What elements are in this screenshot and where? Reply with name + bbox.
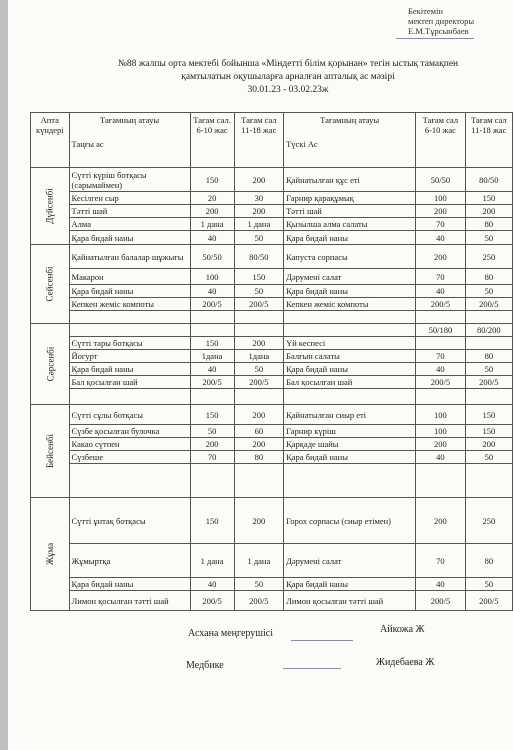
breakfast-portion-6-10: 200 [190, 438, 234, 451]
table-row [31, 298, 513, 311]
table-row [31, 192, 513, 205]
table-row [31, 269, 513, 285]
lunch-portion-11-18: 50 [465, 451, 512, 464]
table-row [31, 205, 513, 218]
breakfast-portion-6-10: 40 [190, 363, 234, 376]
breakfast-dish: Сүтті тары ботқасы [69, 337, 190, 350]
lunch-portion-11-18: 50 [465, 578, 512, 591]
breakfast-dish: Какао сүтпен [69, 438, 190, 451]
breakfast-dish: Лимон қосылған тәтті шай [69, 591, 190, 611]
breakfast-dish: Сүзбеше [69, 451, 190, 464]
lunch-dish: Кепкен жеміс компоты [284, 298, 416, 311]
lunch-dish: Бал қосылған шай [284, 376, 416, 389]
day-cell [31, 405, 70, 498]
lunch-portion-11-18: 150 [465, 192, 512, 205]
lunch-portion-11-18 [465, 464, 512, 498]
header-portion-11-18-lunch: Тағам сал 11-18 жас [465, 113, 512, 168]
breakfast-dish: Қара бидай наны [69, 363, 190, 376]
lunch-dish: Дәрумені салат [284, 544, 416, 578]
lunch-dish: Дәрумені салат [284, 269, 416, 285]
lunch-portion-11-18: 80 [465, 544, 512, 578]
header-portion-11-18: Тағам сал 11-18 жас [234, 113, 284, 168]
breakfast-portion-6-10: 200/5 [190, 376, 234, 389]
lunch-portion-6-10 [416, 311, 466, 324]
breakfast-dish: Сүтті күріш ботқасы (сарымаймен) [69, 168, 190, 192]
lunch-dish: Балғын салаты [284, 350, 416, 363]
breakfast-portion-11-18 [234, 389, 284, 405]
lunch-portion-11-18: 50 [465, 363, 512, 376]
breakfast-portion-11-18: 200 [234, 205, 284, 218]
approval-position: мектеп директоры [408, 16, 475, 26]
header-breakfast-label: Таңғы ас [71, 139, 104, 149]
breakfast-dish: Сүзбе қосылған булочка [69, 425, 190, 438]
breakfast-portion-11-18: 50 [234, 363, 284, 376]
breakfast-dish: Кепкен жеміс компоты [69, 298, 190, 311]
lunch-dish [284, 389, 416, 405]
breakfast-portion-6-10: 150 [190, 498, 234, 544]
breakfast-dish: Қайнатылған балалар шұжығы [69, 245, 190, 269]
breakfast-portion-6-10 [190, 389, 234, 405]
breakfast-portion-11-18: 30 [234, 192, 284, 205]
table-row [31, 350, 513, 363]
breakfast-dish: Тәтті шай [69, 205, 190, 218]
nurse-title: Медбике [186, 660, 224, 671]
lunch-portion-6-10: 40 [416, 285, 466, 298]
lunch-portion-11-18: 200/5 [465, 298, 512, 311]
lunch-portion-6-10: 100 [416, 425, 466, 438]
lunch-portion-6-10: 100 [416, 192, 466, 205]
header-dish-name-2: Тағамның атауы [320, 115, 380, 125]
breakfast-portion-6-10: 150 [190, 168, 234, 192]
lunch-portion-6-10: 50/180 [416, 324, 466, 337]
breakfast-dish [69, 464, 190, 498]
breakfast-portion-6-10: 50 [190, 425, 234, 438]
day-cell [31, 245, 70, 324]
lunch-dish: Қара бидай наны [284, 451, 416, 464]
breakfast-portion-11-18: 150 [234, 269, 284, 285]
lunch-portion-11-18: 200/5 [465, 591, 512, 611]
lunch-portion-11-18: 50 [465, 231, 512, 245]
lunch-portion-11-18: 250 [465, 498, 512, 544]
document-title [68, 58, 508, 97]
lunch-portion-11-18: 50 [465, 285, 512, 298]
table-row [31, 544, 513, 578]
document-sheet [8, 0, 513, 750]
breakfast-portion-6-10: 50/50 [190, 245, 234, 269]
breakfast-portion-6-10: 200 [190, 205, 234, 218]
breakfast-portion-11-18: 60 [234, 425, 284, 438]
cook-name: Айкожа Ж [380, 624, 425, 635]
lunch-portion-11-18 [465, 337, 512, 350]
title-dates: 30.01.23 - 03.02.23ж [247, 85, 329, 95]
lunch-portion-6-10: 200 [416, 245, 466, 269]
lunch-portion-6-10: 50/50 [416, 168, 466, 192]
lunch-portion-6-10: 200 [416, 498, 466, 544]
title-line-1: №88 жалпы орта мектебі бойынша «Міндетті білім қорынан» тегін ыстық тамақпен [117, 59, 459, 69]
lunch-portion-6-10 [416, 337, 466, 350]
breakfast-dish: Қара бидай наны [69, 231, 190, 245]
lunch-dish: Қызылша алма салаты [284, 218, 416, 231]
header-lunch [284, 113, 416, 168]
day-label: Сейсенбі [44, 266, 55, 302]
breakfast-portion-6-10: 200/5 [190, 591, 234, 611]
breakfast-portion-11-18: 80/50 [234, 245, 284, 269]
lunch-portion-6-10: 70 [416, 544, 466, 578]
table-row [31, 464, 513, 498]
breakfast-portion-6-10: 200/5 [190, 298, 234, 311]
approval-name: Е.М.Тұрсынбаев [408, 26, 469, 36]
lunch-dish [284, 311, 416, 324]
nurse-signature-line [283, 668, 341, 669]
breakfast-dish: Алма [69, 218, 190, 231]
table-row [31, 168, 513, 192]
breakfast-portion-11-18: 1дана [234, 350, 284, 363]
header-week-days: Апта күндері [31, 113, 70, 168]
lunch-portion-6-10 [416, 389, 466, 405]
breakfast-portion-11-18: 200/5 [234, 298, 284, 311]
day-label: Жұма [44, 542, 55, 566]
breakfast-dish [69, 324, 190, 337]
lunch-dish: Қайнатылған құс еті [284, 168, 416, 192]
table-row [31, 363, 513, 376]
day-label: Бейсенбі [44, 434, 55, 468]
lunch-dish: Қара бидай наны [284, 285, 416, 298]
lunch-dish: Гарнир қарақұмық [284, 192, 416, 205]
lunch-portion-11-18: 80 [465, 350, 512, 363]
header-dish-name: Тағамның атауы [100, 115, 160, 125]
cook-title: Асхана меңгерушісі [188, 628, 273, 639]
breakfast-portion-11-18: 200/5 [234, 591, 284, 611]
breakfast-portion-11-18: 50 [234, 578, 284, 591]
lunch-portion-11-18: 80 [465, 269, 512, 285]
header-lunch-label: Түскі Ас [286, 139, 318, 149]
table-row [31, 498, 513, 544]
breakfast-portion-11-18: 50 [234, 231, 284, 245]
breakfast-dish: Жұмыртқа [69, 544, 190, 578]
breakfast-dish [69, 389, 190, 405]
table-row [31, 425, 513, 438]
table-row [31, 591, 513, 611]
lunch-portion-6-10: 200/5 [416, 591, 466, 611]
breakfast-dish [69, 311, 190, 324]
breakfast-dish: Макарон [69, 269, 190, 285]
day-cell [31, 168, 70, 245]
breakfast-portion-11-18: 1 дана [234, 544, 284, 578]
lunch-portion-11-18: 80 [465, 218, 512, 231]
table-row [31, 231, 513, 245]
lunch-portion-11-18: 200 [465, 205, 512, 218]
menu-table-header [31, 113, 513, 168]
lunch-portion-11-18: 150 [465, 405, 512, 425]
lunch-dish [284, 464, 416, 498]
breakfast-dish: Кесілген сыр [69, 192, 190, 205]
table-row [31, 337, 513, 350]
lunch-portion-6-10 [416, 464, 466, 498]
lunch-dish: Қарқаде шайы [284, 438, 416, 451]
approval-heading: Бекітемін [408, 6, 443, 16]
lunch-portion-11-18 [465, 311, 512, 324]
breakfast-portion-6-10: 1 дана [190, 544, 234, 578]
table-row [31, 218, 513, 231]
breakfast-portion-11-18: 80 [234, 451, 284, 464]
breakfast-portion-6-10: 150 [190, 337, 234, 350]
breakfast-portion-11-18: 200 [234, 438, 284, 451]
cook-signature-line [291, 640, 353, 641]
lunch-portion-6-10: 200/5 [416, 376, 466, 389]
lunch-dish: Қара бидай наны [284, 578, 416, 591]
breakfast-portion-11-18: 200 [234, 168, 284, 192]
header-portion-6-10: Тағам сал. 6-10 жас [190, 113, 234, 168]
lunch-portion-6-10: 70 [416, 350, 466, 363]
breakfast-portion-11-18: 200 [234, 337, 284, 350]
approval-signature-line [396, 38, 474, 39]
lunch-dish: Қайнатылған сиыр еті [284, 405, 416, 425]
breakfast-portion-11-18 [234, 324, 284, 337]
breakfast-portion-11-18: 200/5 [234, 376, 284, 389]
breakfast-portion-6-10: 1 дана [190, 218, 234, 231]
lunch-dish: Капуста сорпасы [284, 245, 416, 269]
lunch-dish: Қара бидай наны [284, 231, 416, 245]
table-row [31, 245, 513, 269]
breakfast-portion-11-18 [234, 464, 284, 498]
lunch-portion-11-18: 80/50 [465, 168, 512, 192]
menu-table [30, 112, 513, 611]
breakfast-portion-6-10 [190, 311, 234, 324]
table-row [31, 389, 513, 405]
header-portion-6-10-lunch: Тағам сал 6-10 жас [416, 113, 466, 168]
lunch-dish: Үй кеспесі [284, 337, 416, 350]
lunch-portion-6-10: 200 [416, 438, 466, 451]
breakfast-portion-11-18 [234, 311, 284, 324]
day-label: Сәрсенбі [44, 346, 55, 382]
approval-block [408, 6, 513, 36]
table-row [31, 405, 513, 425]
table-row [31, 451, 513, 464]
lunch-portion-6-10: 100 [416, 405, 466, 425]
lunch-dish: Лимон қосылған тәтті шай [284, 591, 416, 611]
lunch-portion-11-18: 200/5 [465, 376, 512, 389]
lunch-portion-6-10: 40 [416, 578, 466, 591]
day-cell [31, 324, 70, 405]
menu-table-body [31, 168, 513, 611]
breakfast-portion-6-10: 20 [190, 192, 234, 205]
breakfast-dish: Қара бидай наны [69, 285, 190, 298]
lunch-portion-11-18: 200 [465, 438, 512, 451]
breakfast-portion-11-18: 50 [234, 285, 284, 298]
nurse-name: Жидебаева Ж [376, 657, 435, 668]
lunch-portion-6-10: 40 [416, 231, 466, 245]
lunch-portion-6-10: 70 [416, 269, 466, 285]
lunch-portion-6-10: 200/5 [416, 298, 466, 311]
breakfast-portion-6-10: 40 [190, 231, 234, 245]
breakfast-dish: Йогурт [69, 350, 190, 363]
lunch-portion-6-10: 40 [416, 363, 466, 376]
lunch-dish: Гарнир күріш [284, 425, 416, 438]
table-row [31, 311, 513, 324]
lunch-portion-11-18: 80/200 [465, 324, 512, 337]
lunch-dish: Тәтті шай [284, 205, 416, 218]
lunch-dish: Горох сорпасы (сиыр етімен) [284, 498, 416, 544]
lunch-portion-6-10: 40 [416, 451, 466, 464]
lunch-portion-6-10: 200 [416, 205, 466, 218]
breakfast-portion-6-10 [190, 324, 234, 337]
lunch-dish [284, 324, 416, 337]
breakfast-portion-6-10: 40 [190, 578, 234, 591]
breakfast-portion-6-10: 150 [190, 405, 234, 425]
lunch-portion-11-18 [465, 389, 512, 405]
table-row [31, 578, 513, 591]
day-label: Дүйсенбі [44, 188, 55, 224]
table-row [31, 324, 513, 337]
breakfast-portion-11-18: 200 [234, 498, 284, 544]
title-line-2: қамтылатын оқушыларға арналған апталық ас мәзірі [181, 72, 395, 82]
header-breakfast [69, 113, 190, 168]
table-row [31, 285, 513, 298]
lunch-portion-11-18: 150 [465, 425, 512, 438]
table-row [31, 376, 513, 389]
breakfast-portion-6-10: 100 [190, 269, 234, 285]
breakfast-portion-11-18: 1 дана [234, 218, 284, 231]
breakfast-portion-6-10 [190, 464, 234, 498]
breakfast-portion-11-18: 200 [234, 405, 284, 425]
lunch-portion-6-10: 70 [416, 218, 466, 231]
lunch-portion-11-18: 250 [465, 245, 512, 269]
breakfast-dish: Бал қосылған шай [69, 376, 190, 389]
breakfast-portion-6-10: 40 [190, 285, 234, 298]
breakfast-dish: Сүтті ұнтақ ботқасы [69, 498, 190, 544]
breakfast-dish: Сүтті сұлы ботқасы [69, 405, 190, 425]
table-row [31, 438, 513, 451]
breakfast-portion-6-10: 70 [190, 451, 234, 464]
lunch-dish: Қара бидай наны [284, 363, 416, 376]
day-cell [31, 498, 70, 611]
breakfast-portion-6-10: 1дана [190, 350, 234, 363]
breakfast-dish: Қара бидай наны [69, 578, 190, 591]
